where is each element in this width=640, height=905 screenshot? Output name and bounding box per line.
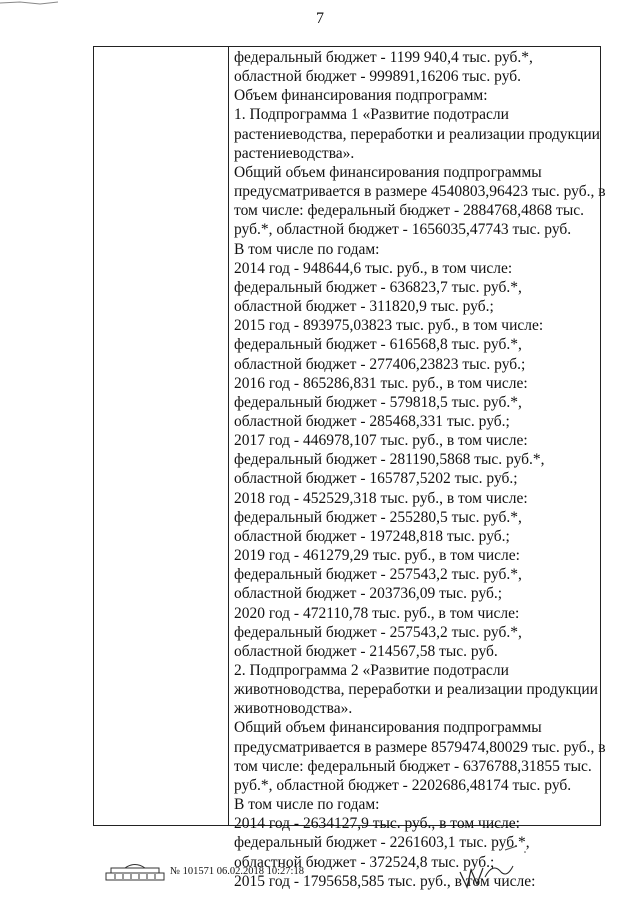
text-line: 2017 год - 446978,107 тыс. руб., в том числе: — [234, 432, 528, 450]
text-line: руб.*, областной бюджет - 2202686,48174 тыс. руб. — [234, 776, 572, 794]
text-line: предусматривается в размере 4540803,96423 тыс. руб., в — [234, 183, 606, 201]
text-line: федеральный бюджет - 255280,5 тыс. руб.*, — [234, 508, 522, 526]
text-line: областной бюджет - 165787,5202 тыс. руб.; — [234, 470, 518, 488]
text-line: федеральный бюджет - 257543,2 тыс. руб.*, — [234, 623, 522, 641]
text-line: растениеводства, переработки и реализации продукции — [234, 125, 600, 143]
text-line: растениеводства». — [234, 144, 355, 162]
text-line: 2015 год - 893975,03823 тыс. руб., в том числе: — [234, 317, 544, 335]
text-line: федеральный бюджет - 1199 940,4 тыс. руб.*, — [234, 49, 533, 66]
text-line: 2019 год - 461279,29 тыс. руб., в том числе: — [234, 547, 520, 565]
page-number: 7 — [316, 10, 324, 27]
text-line: федеральный бюджет - 281190,5868 тыс. руб.*, — [234, 451, 545, 469]
text-line: 1. Подпрограмма 1 «Развитие подотрасли — [234, 106, 509, 124]
text-line: областной бюджет - 214567,58 тыс. руб. — [234, 642, 498, 660]
text-line: 2014 год - 948644,6 тыс. руб., в том числе: — [234, 259, 513, 277]
text-line: животноводства, переработки и реализации продукции — [234, 681, 598, 699]
text-line: областной бюджет - 999891,16206 тыс. руб. — [234, 68, 522, 86]
text-line: том числе: федеральный бюджет - 2884768,4868 тыс. — [234, 202, 584, 220]
text-line: федеральный бюджет - 257543,2 тыс. руб.*, — [234, 566, 522, 584]
text-line: областной бюджет - 203736,09 тыс. руб.; — [234, 585, 503, 603]
text-line: 2014 год - 2634127,9 тыс. руб., в том числе: — [234, 815, 520, 833]
text-line: предусматривается в размере 8579474,80029 тыс. руб., в — [234, 738, 606, 756]
document-footer — [60, 856, 620, 896]
text-line: федеральный бюджет - 579818,5 тыс. руб.*, — [234, 393, 522, 411]
text-line: том числе: федеральный бюджет - 6376788,31855 тыс. — [234, 757, 592, 775]
handwritten-signature-icon — [455, 842, 535, 897]
text-line: федеральный бюджет - 616568,8 тыс. руб.*, — [234, 336, 522, 354]
text-line: федеральный бюджет - 2261603,1 тыс. руб.*, — [234, 834, 530, 852]
text-line: руб.*, областной бюджет - 1656035,47743 тыс. руб. — [234, 221, 572, 239]
text-line: федеральный бюджет - 636823,7 тыс. руб.*, — [234, 278, 522, 296]
registration-stamp: № 101571 06.02.2018 10:27:18 — [170, 866, 304, 877]
text-line: животноводства». — [234, 700, 353, 718]
registry-building-icon — [105, 862, 165, 882]
scan-corner-mark — [0, 0, 60, 10]
text-line: 2016 год - 865286,831 тыс. руб., в том числе: — [234, 374, 528, 392]
text-line: Общий объем финансирования подпрограммы — [234, 163, 542, 181]
text-line: 2. Подпрограмма 2 «Развитие подотрасли — [234, 662, 509, 679]
text-line: областной бюджет - 285468,331 тыс. руб.; — [234, 412, 510, 430]
text-line: В том числе по годам: — [234, 796, 380, 814]
text-line: областной бюджет - 197248,818 тыс. руб.; — [234, 527, 510, 545]
table-column-divider — [228, 46, 229, 826]
text-line: областной бюджет - 277406,23823 тыс. руб.; — [234, 355, 526, 373]
text-line: областной бюджет - 311820,9 тыс. руб.; — [234, 298, 494, 316]
text-line: Общий объем финансирования подпрограммы — [234, 719, 542, 737]
text-line: 2018 год - 452529,318 тыс. руб., в том числе: — [234, 489, 528, 507]
text-line: В том числе по годам: — [234, 240, 380, 258]
text-line: областной бюджет - 372524,8 тыс. руб.; — [234, 853, 495, 871]
text-line: 2020 год - 472110,78 тыс. руб., в том числе: — [234, 604, 520, 622]
text-line: Объем финансирования подпрограмм: — [234, 87, 488, 105]
text-line: 2015 год - 1795658,585 тыс. руб., в том числе: — [234, 872, 536, 890]
